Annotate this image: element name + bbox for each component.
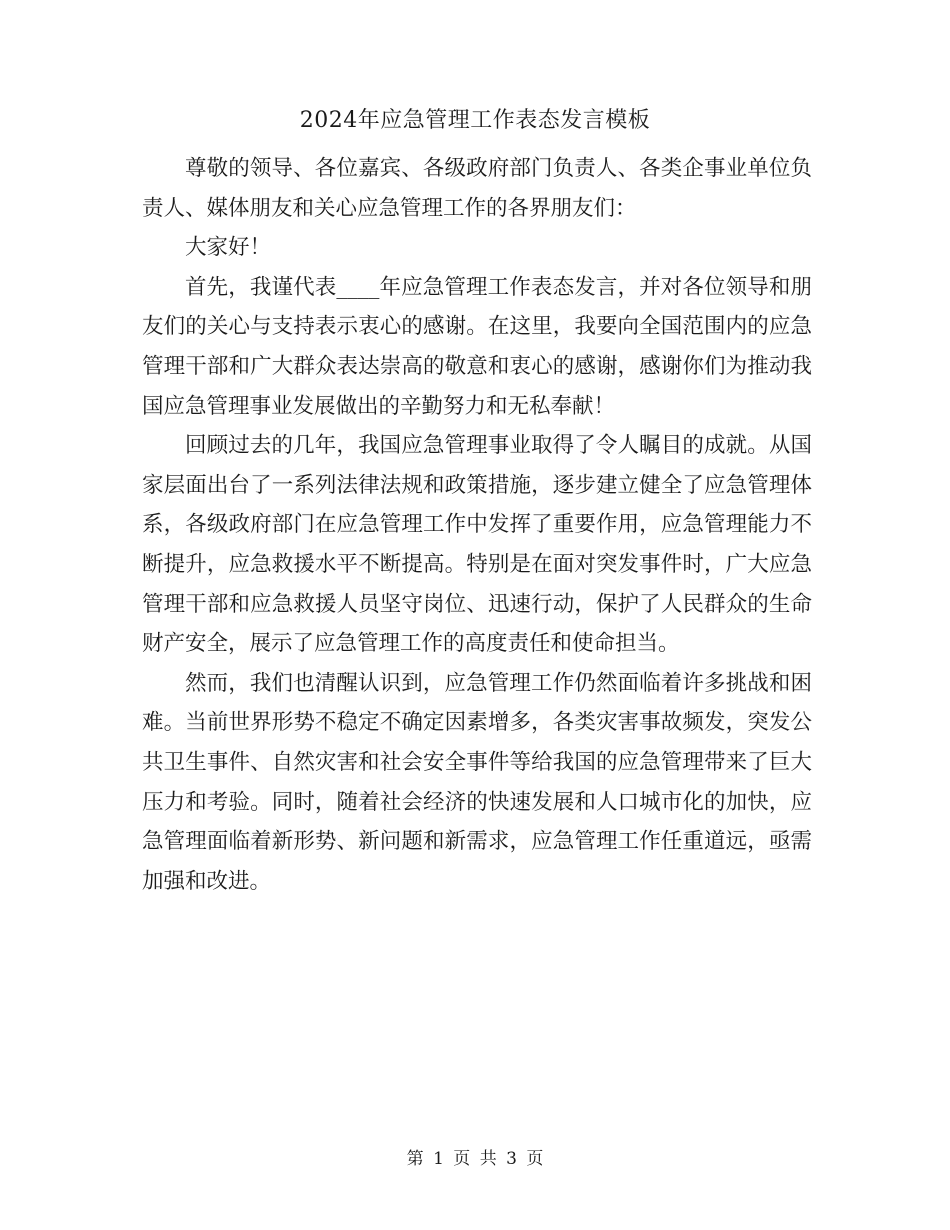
paragraph-salutation: 尊敬的领导、各位嘉宾、各级政府部门负责人、各类企事业单位负责人、媒体朋友和关心应急管理工作的各界朋友们： xyxy=(142,156,812,221)
paragraph-challenges: 然而，我们也清醒认识到，应急管理工作仍然面临着许多挑战和困难。当前世界形势不稳定不确定因素增多，各类灾害事故频发，突发公共卫生事件、自然灾害和社会安全事件等给我国的应急管理带来了巨大压力和考验。同时，随着社会经济的快速发展和人口城市化的加快，应急管理面临着新形势、新问题和新需求，应急管理工作任重道远，亟需加强和改进。 xyxy=(142,670,812,894)
paragraph-greeting: 大家好！ xyxy=(185,235,272,261)
page-number-footer: 第 1 页 共 3 页 xyxy=(406,1149,544,1169)
paragraph-review: 回顾过去的几年，我国应急管理事业取得了令人瞩目的成就。从国家层面出台了一系列法律法规和政策措施，逐步建立健全了应急管理体系，各级政府部门在应急管理工作中发挥了重要作用，应急管理能力不断提升，应急救援水平不断提高。特别是在面对突发事件时，广大应急管理干部和应急救援人员坚守岗位、迅速行动，保护了人民群众的生命财产安全，展示了应急管理工作的高度责任和使命担当。 xyxy=(142,433,812,657)
document-title: 2024年应急管理工作表态发言模板 xyxy=(299,108,651,133)
paragraph-thanks: 首先，我谨代表____年应急管理工作表态发言，并对各位领导和朋友们的关心与支持表示衷心的感谢。在这里，我要向全国范围内的应急管理干部和广大群众表达崇高的敬意和衷心的感谢，感谢你们为推动我国应急管理事业发展做出的辛勤努力和无私奉献！ xyxy=(142,274,812,419)
document-body xyxy=(142,149,812,901)
